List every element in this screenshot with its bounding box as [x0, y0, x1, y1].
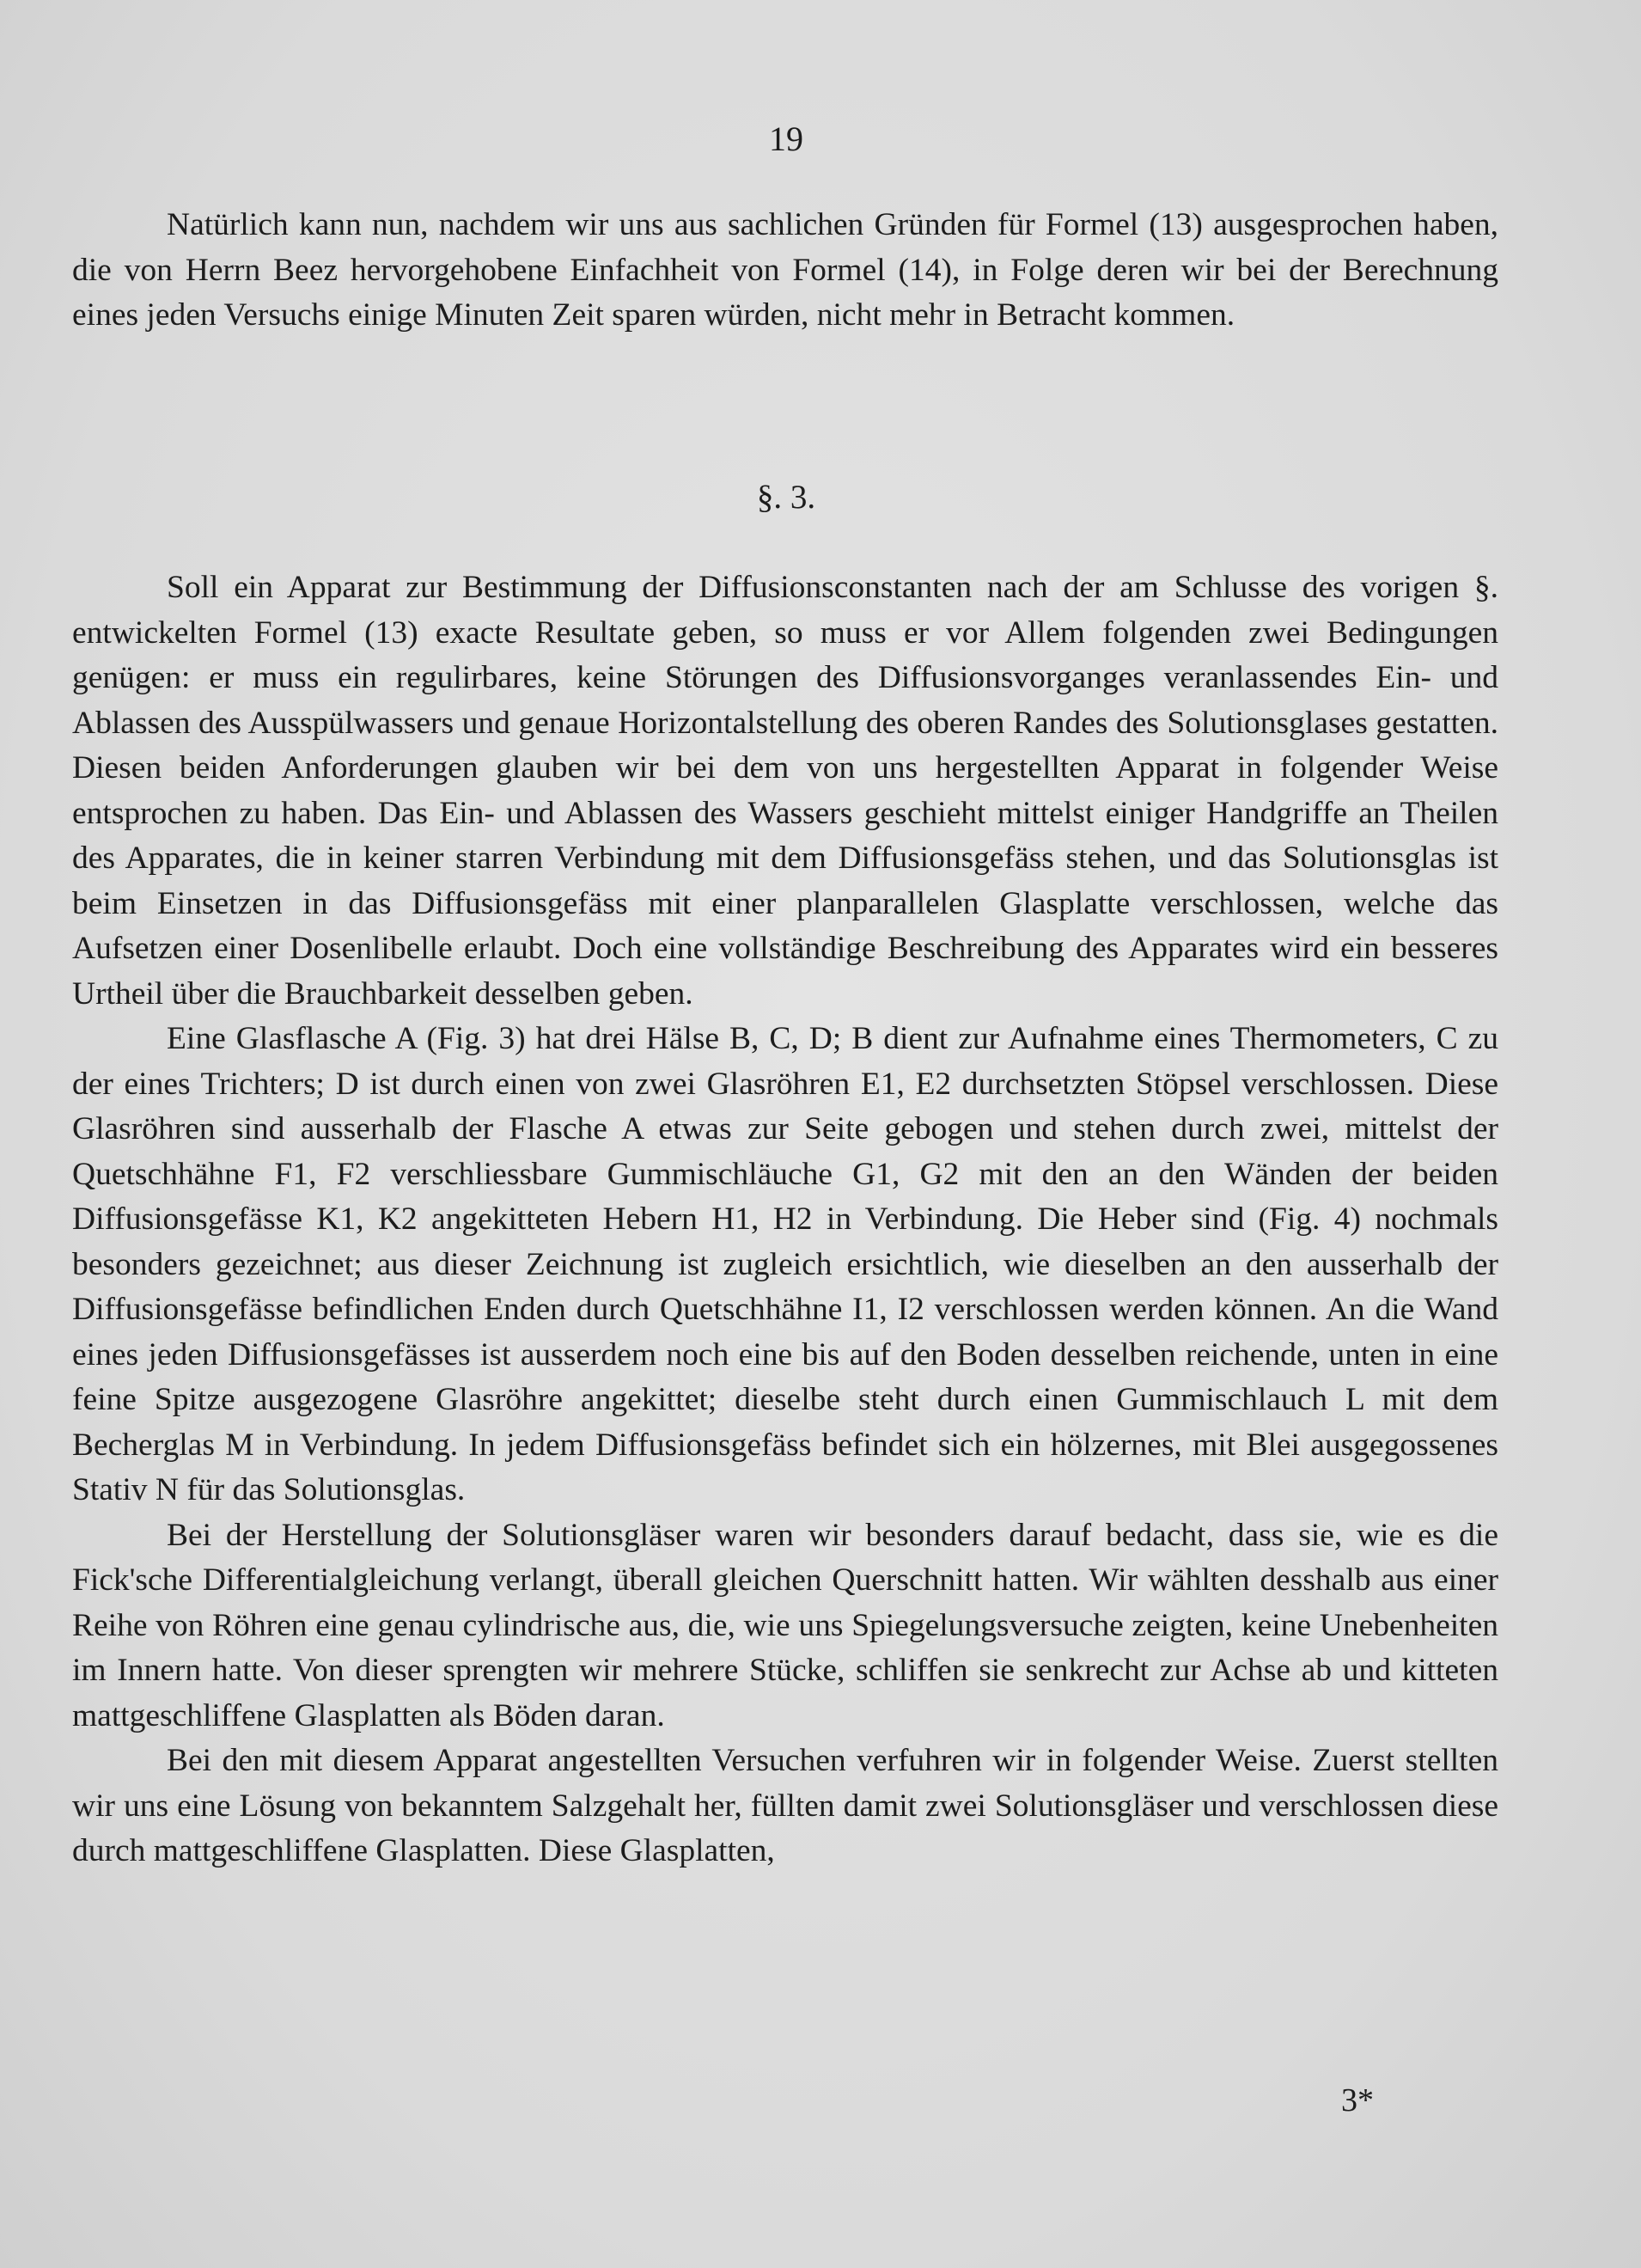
- text-block-top: [72, 203, 1498, 339]
- printer-signature: 3*: [1341, 2082, 1374, 2118]
- page-number: 19: [769, 119, 803, 158]
- paragraph: Bei den mit diesem Apparat angestellten Versuchen verfuhren wir in folgender Weise. Zuerst stellten wir uns eine Lösung von bekanntem Salzgehalt her, füllten damit zwei Solutionsgläser und verschlossen diese durch mattgeschliffene Glasplatten. Diese Glasplatten,: [72, 1743, 1498, 1868]
- text-block-main: [72, 565, 1498, 1874]
- paragraph: Natürlich kann nun, nachdem wir uns aus sachlichen Gründen für Formel (13) ausgesprochen haben, die von Herrn Beez hervorgehobene Einfachheit von Formel (14), in Folge deren wir bei der Berechnung eines jeden Versuchs einige Minuten Zeit sparen würden, nicht mehr in Betracht kommen.: [72, 207, 1498, 333]
- paragraph: Eine Glasflasche A (Fig. 3) hat drei Hälse B, C, D; B dient zur Aufnahme eines Thermometers, C zu der eines Trichters; D ist durch einen von zwei Glasröhren E1, E2 durchsetzten Stöpsel verschlossen. Diese Glasröhren sind ausserhalb der Flasche A etwas zur Seite gebogen und stehen durch zwei, mittelst der Quetschhähne F1, F2 verschliessbare Gummischläuche G1, G2 mit den an den Wänden der beiden Diffusionsgefässe K1, K2 angekitteten Hebern H1, H2 in Verbindung. Die Heber sind (Fig. 4) nochmals besonders gezeichnet; aus dieser Zeichnung ist zugleich ersichtlich, wie dieselben an den ausserhalb der Diffusionsgefässe befindlichen Enden durch Quetschhähne I1, I2 verschlossen werden können. An die Wand eines jeden Diffusionsgefässes ist ausserdem noch eine bis auf den Boden desselben reichende, unten in eine feine Spitze ausgezogene Glasröhre angekittet; dieselbe steht durch einen Gummischlauch L mit dem Becherglas M in Verbindung. In jedem Diffusionsgefäss befindet sich ein hölzernes, mit Blei ausgegossenes Stativ N für das Solutionsglas.: [72, 1021, 1498, 1507]
- section-heading: §. 3.: [756, 479, 816, 516]
- paragraph: Bei der Herstellung der Solutionsgläser waren wir besonders darauf bedacht, dass sie, wie es die Fick'sche Differentialgleichung verlangt, überall gleichen Querschnitt hatten. Wir wählten desshalb aus einer Reihe von Röhren eine genau cylindrische aus, die, wie uns Spiegelungsversuche zeigten, keine Unebenheiten im Innern hatte. Von dieser sprengten wir mehrere Stücke, schliffen sie senkrecht zur Achse ab und kitteten mattgeschliffene Glasplatten als Böden daran.: [72, 1517, 1498, 1733]
- paragraph: Soll ein Apparat zur Bestimmung der Diffusionsconstanten nach der am Schlusse des vorigen §. entwickelten Formel (13) exacte Resultate geben, so muss er vor Allem folgenden zwei Bedingungen genügen: er muss ein regulirbares, keine Störungen des Diffusionsvorganges veranlassendes Ein- und Ablassen des Ausspülwassers und genaue Horizontalstellung des oberen Randes des Solutionsglases gestatten. Diesen beiden Anforderungen glauben wir bei dem von uns hergestellten Apparat in folgender Weise entsprochen zu haben. Das Ein- und Ablassen des Wassers geschieht mittelst einiger Handgriffe an Theilen des Apparates, die in keiner starren Verbindung mit dem Diffusionsgefäss stehen, und das Solutionsglas ist beim Einsetzen in das Diffusionsgefäss mit einer planparallelen Glasplatte verschlossen, welche das Aufsetzen einer Dosenlibelle erlaubt. Doch eine vollständige Beschreibung des Apparates wird ein besseres Urtheil über die Brauchbarkeit desselben geben.: [72, 570, 1498, 1012]
